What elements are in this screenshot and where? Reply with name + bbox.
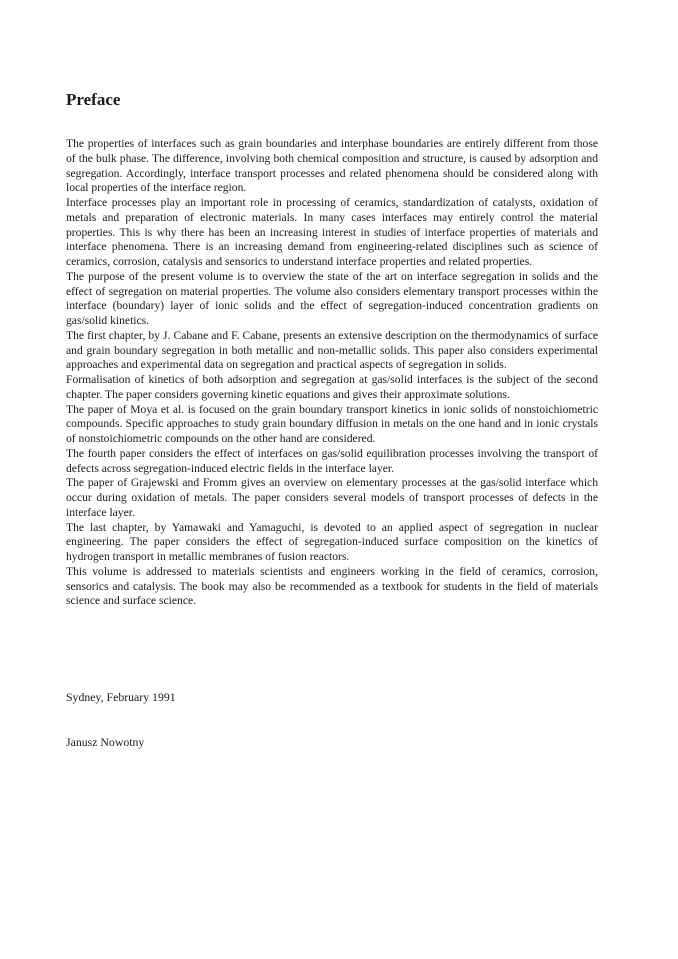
paragraph: The fourth paper considers the effect of interfaces on gas/solid equilibration processes involving the transport of defects across segregation-induced electric fields in the interface layer. — [66, 446, 598, 475]
paragraph: The paper of Grajewski and Fromm gives an overview on elementary processes at the gas/solid interface which occur during oxidation of metals. The paper considers several models of transport processes of defects in the interface layer. — [66, 476, 598, 519]
page-title: Preface — [66, 90, 121, 109]
preface-body — [66, 137, 598, 609]
paragraph: This volume is addressed to materials scientists and engineers working in the field of ceramics, corrosion, sensorics and catalysis. The book may also be recommended as a textbook for students in the field of materials science and surface science. — [66, 564, 598, 608]
paragraph: The purpose of the present volume is to overview the state of the art on interface segregation in solids and the effect of segregation on material properties. The volume also considers elementary transport processes within the interface (boundary) layer of ionic solids and the effect of segregation-induced concentration gradients on gas/solid kinetics. — [66, 269, 598, 327]
paragraph: The properties of interfaces such as grain boundaries and interphase boundaries are entirely different from those of the bulk phase. The difference, involving both chemical composition and structure, is caused by adsorption and segregation. Accordingly, interface transport processes and related phenomena should be considered along with local properties of the interface region. — [66, 137, 598, 195]
paragraph: The first chapter, by J. Cabane and F. Cabane, presents an extensive description on the thermodynamics of surface and grain boundary segregation in both metallic and non-metallic solids. This paper also considers experimental approaches and experimental data on segregation and practical aspects of segregation in solids. — [66, 328, 598, 372]
paragraph: The last chapter, by Yamawaki and Yamaguchi, is devoted to an applied aspect of segregation in nuclear engineering. The paper considers the effect of segregation-induced surface composition on the kinetics of hydrogen transport in metallic membranes of fusion reactors. — [66, 520, 598, 563]
paragraph: The paper of Moya et al. is focused on the grain boundary transport kinetics in ionic solids of nonstoichiometric compounds. Specific approaches to study grain boundary diffusion in metals on the one hand and in ionic crystals of nonstoichiometric compounds on the other hand are considered. — [66, 402, 598, 445]
place-and-date: Sydney, February 1991 — [66, 690, 176, 704]
paragraph: Interface processes play an important role in processing of ceramics, standardization of catalysts, oxidation of metals and preparation of electronic materials. In many cases interfaces may entirely control the material properties. This is why there has been an increasing interest in studies of interface properties of materials and interface phenomena. There is an increasing demand from engineering-related disciplines such as science of ceramics, corrosion, catalysis and sensorics to understand interface properties and related properties. — [66, 196, 598, 268]
paragraph: Formalisation of kinetics of both adsorption and segregation at gas/solid interfaces is the subject of the second chapter. The paper considers governing kinetic equations and gives their approximate solutions. — [66, 373, 598, 401]
author-signature: Janusz Nowotny — [66, 735, 145, 749]
